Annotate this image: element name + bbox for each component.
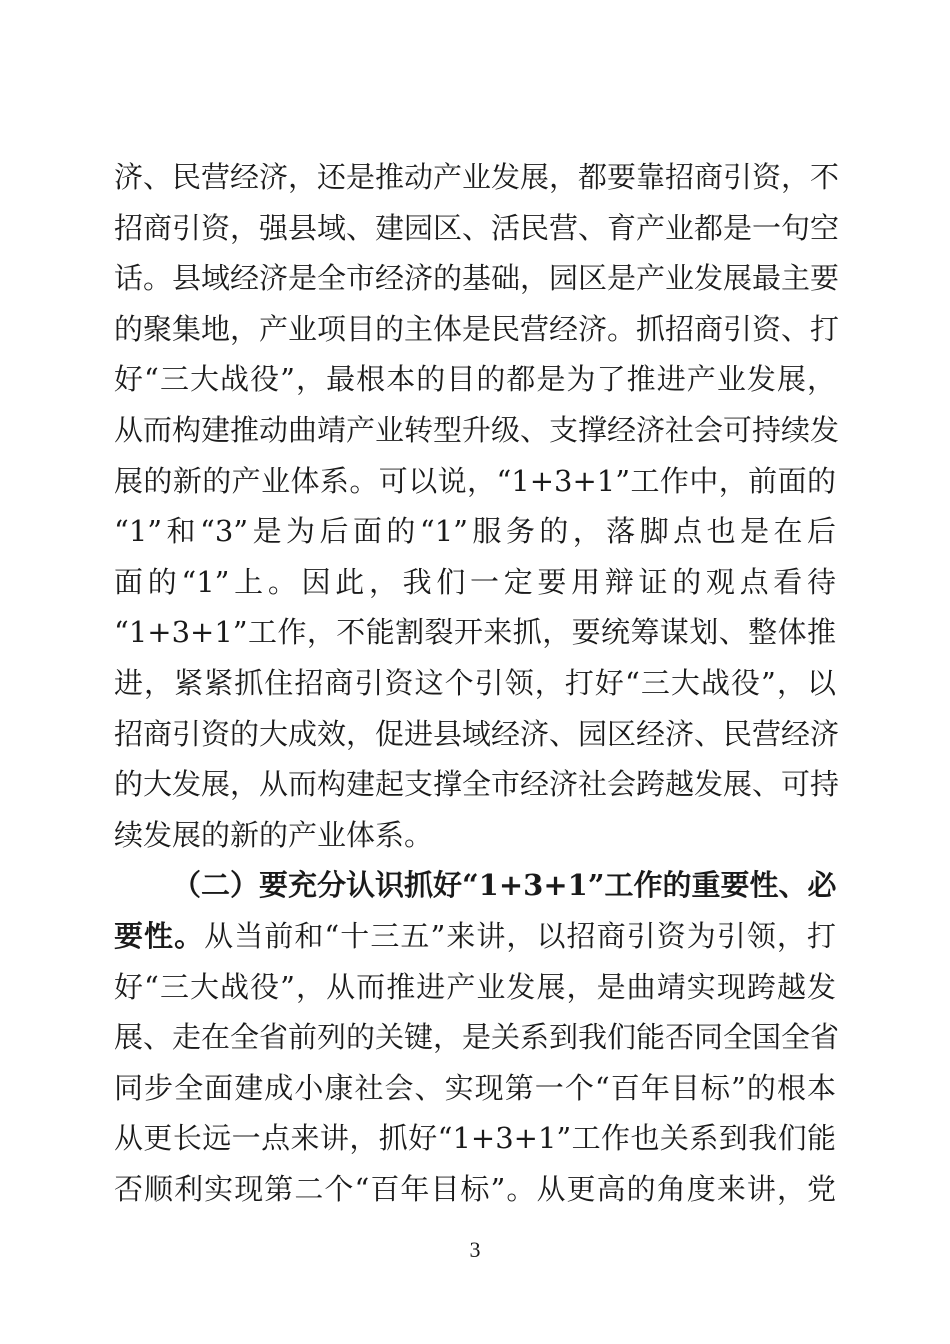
page-number: 3 [469, 1237, 481, 1262]
text-line: 招商引资的大成效，促进县域经济、园区经济、民营经济 [114, 716, 840, 751]
text-line: 的大发展，从而构建起支撑全市经济社会跨越发展、可持 [114, 767, 840, 802]
text-line: 的聚集地，产业项目的主体是民营经济。抓招商引资、打 [114, 311, 840, 346]
body-text [114, 152, 840, 1214]
section-text-line: 从更长远一点来讲，抓好“1+3+1”工作也关系到我们能 [114, 1121, 836, 1156]
text-line: 济、民营经济，还是推动产业发展，都要靠招商引资，不 [114, 160, 840, 194]
text-line: 好“三大战役”，最根本的目的都是为了推进产业发展， [114, 362, 836, 397]
section-text-line: 同步全面建成小康社会、实现第一个“百年目标”的根本 [114, 1070, 836, 1105]
text-line: 话。县域经济是全市经济的基础，园区是产业发展最主要 [114, 261, 840, 296]
text-line: 面的“1”上。因此，我们一定要用辩证的观点看待 [114, 564, 836, 599]
text-line: “1+3+1”工作，不能割裂开来抓，要统筹谋划、整体推 [114, 615, 836, 650]
section-text-line: 否顺利实现第二个“百年目标”。从更高的角度来讲，党 [114, 1171, 836, 1206]
section-heading-end: 要性。 [114, 918, 205, 953]
section-heading-continuation [114, 911, 836, 962]
text-line: 从而构建推动曲靖产业转型升级、支撑经济社会可持续发 [114, 412, 840, 447]
text-line: “1”和“3”是为后面的“1”服务的，落脚点也是在后 [114, 514, 836, 549]
section-text-line: 好“三大战役”，从而推进产业发展，是曲靖实现跨越发 [114, 969, 836, 1004]
text-line: 展的新的产业体系。可以说，“1+3+1”工作中，前面的 [114, 463, 836, 498]
text-line: 招商引资，强县域、建园区、活民营、育产业都是一句空 [114, 210, 840, 245]
text-line: 进，紧紧抓住招商引资这个引领，打好“三大战役”，以 [114, 665, 836, 700]
section-text-start: 从当前和“十三五”来讲，以招商引资为引领，打 [204, 918, 836, 953]
text-line: 续发展的新的产业体系。 [114, 817, 434, 852]
section-heading: （二）要充分认识抓好“1+3+1”工作的重要性、必 [172, 868, 837, 903]
section-text-line: 展、走在全省前列的关键，是关系到我们能否同全国全省 [114, 1020, 840, 1055]
